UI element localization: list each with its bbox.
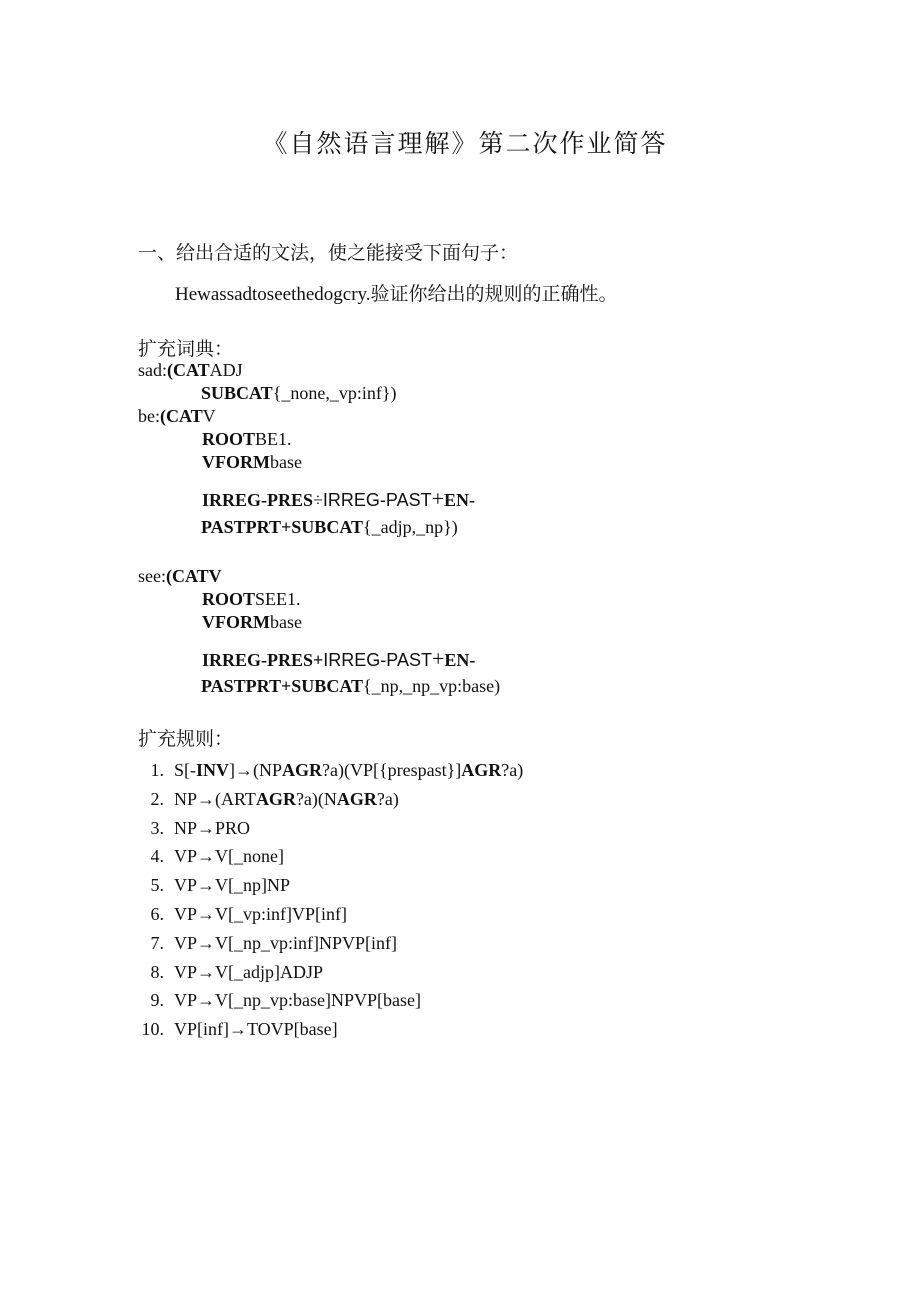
feature-key: VFORM: [202, 612, 270, 632]
feature-key: IRREG-PRES: [202, 490, 314, 510]
lexicon-be-irreg: [202, 486, 475, 512]
rule-text: VP→V[_vp:inf]VP[inf]: [174, 903, 347, 924]
feature-key: SUBCAT: [201, 383, 273, 403]
lexicon-word: see:: [138, 566, 166, 586]
rule-text: NP→PRO: [174, 817, 251, 838]
rule-number: 2.: [150, 788, 164, 809]
rule-number: 3.: [150, 817, 164, 838]
feature-value: IRREG-PAST: [322, 490, 432, 510]
rule-text: VP→V[_none]: [174, 846, 284, 867]
rule-text: VP→V[_np]NP: [174, 875, 291, 896]
lexicon-word: sad:: [138, 360, 167, 380]
rule-number: 1.: [150, 760, 164, 780]
feature-value: V: [202, 406, 216, 426]
feature-key: EN-: [444, 490, 476, 510]
question-sentence: Hewassadtoseethedogcry.验证你给出的规则的正确性。: [175, 284, 618, 305]
feature-key: EN-: [444, 650, 476, 670]
rule-item: [138, 958, 523, 987]
feature-value: base: [269, 452, 302, 472]
feature-value: SEE1.: [255, 589, 301, 609]
rule-number: 6.: [150, 903, 164, 924]
rule-item: [138, 900, 523, 929]
plus-sign: +: [431, 646, 445, 671]
lexicon-sad-line: [138, 360, 243, 381]
lexicon-be-line: [138, 406, 216, 427]
rule-item: [138, 814, 523, 843]
feature-key: PASTPRT+SUBCAT: [201, 517, 363, 537]
feature-value: {_np,_np_vp:base): [362, 676, 501, 696]
lexicon-see-root: [202, 589, 301, 610]
lexicon-sad-subcat: [201, 383, 396, 404]
rule-number: 10.: [141, 1019, 164, 1040]
lexicon-see-irreg: [202, 646, 475, 672]
feature-key: ROOT: [202, 429, 256, 449]
rule-item: [138, 785, 523, 814]
rule-text: VP→V[_np_vp:base]NPVP[base]: [174, 990, 421, 1011]
lexicon-be-vform: [202, 452, 302, 473]
feature-value: BE1.: [255, 429, 292, 449]
feature-key: IRREG-PRES+: [202, 650, 324, 670]
rule-text: S[-INV]→(NPAGR?a)(VP[{prespast}]AGR?a): [174, 760, 524, 780]
rule-item: [138, 871, 523, 900]
rule-number: 4.: [150, 846, 164, 867]
feature-value: {_adjp,_np}): [362, 517, 458, 537]
document-title: 《自然语言理解》第二次作业简答: [262, 131, 668, 158]
feature-key: PASTPRT+SUBCAT: [201, 676, 363, 696]
lexicon-see-line: [138, 566, 222, 587]
lexicon-see-vform: [202, 612, 302, 633]
lexicon-see-subcat: [201, 676, 500, 697]
rules-heading: 扩充规则：: [138, 729, 234, 750]
feature-value: base: [269, 612, 302, 632]
rule-text: VP→V[_np_vp:inf]NPVP[inf]: [174, 932, 397, 953]
rule-item: [138, 1015, 523, 1044]
plus-sign: +: [431, 486, 445, 511]
rule-text: VP→V[_adjp]ADJP: [174, 961, 324, 982]
lexicon-be-subcat: [201, 517, 458, 538]
feature-key: ROOT: [202, 589, 256, 609]
rule-text: NP→(ARTAGR?a)(NAGR?a): [174, 788, 399, 809]
feature-key: (CAT: [167, 360, 210, 380]
rules-list: [138, 756, 523, 1044]
rule-number: 5.: [150, 875, 164, 896]
rule-item: [138, 842, 523, 871]
rule-number: 8.: [150, 961, 164, 982]
lexicon-be-root: [202, 429, 292, 450]
separator: ÷: [313, 490, 323, 510]
feature-value: IRREG-PAST: [323, 650, 432, 670]
rule-text: VP[inf]→TOVP[base]: [174, 1019, 338, 1040]
rule-item: [138, 929, 523, 958]
feature-value: ADJ: [209, 360, 243, 380]
feature-key: (CAT: [160, 406, 203, 426]
feature-key: (CATV: [165, 566, 222, 586]
question-heading: 一、给出合适的文法，使之能接受下面句子：: [138, 243, 519, 264]
feature-value: {_none,_vp:inf}): [272, 383, 397, 403]
rule-item: [138, 986, 523, 1015]
lexicon-word: be:: [138, 406, 160, 426]
lexicon-heading: 扩充词典：: [138, 339, 234, 360]
rule-number: 9.: [150, 990, 164, 1011]
rule-item: [138, 756, 523, 785]
rule-number: 7.: [150, 932, 164, 953]
feature-key: VFORM: [202, 452, 270, 472]
